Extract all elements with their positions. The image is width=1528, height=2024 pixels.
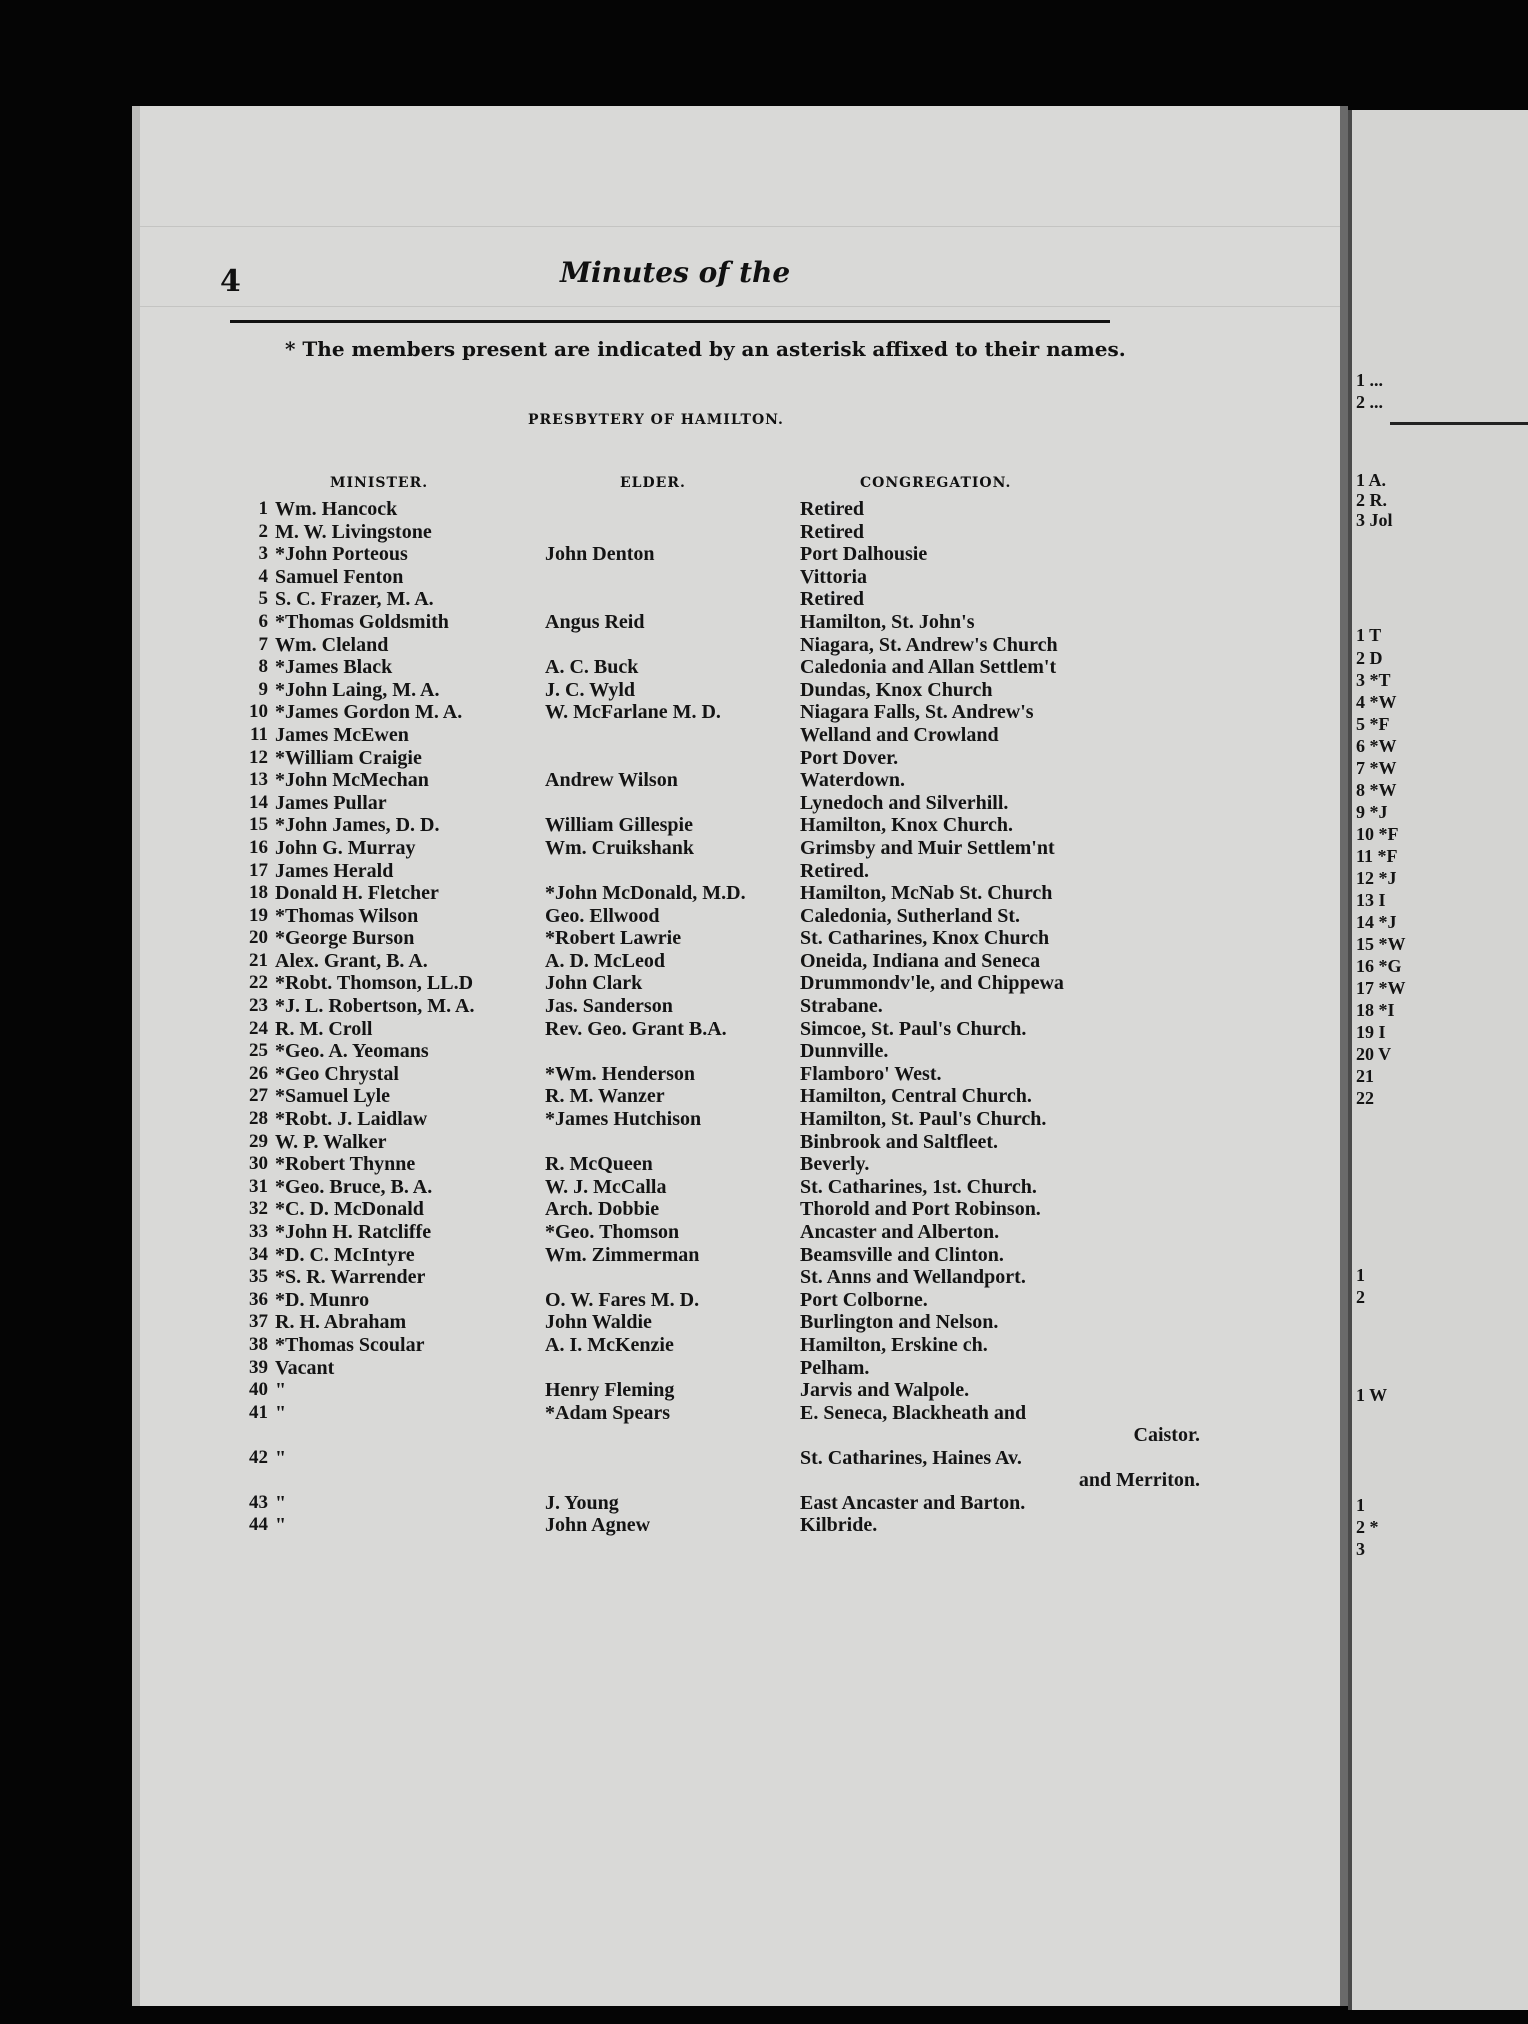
row-number: 31: [249, 1175, 268, 1197]
table-row: [230, 701, 1250, 724]
facing-page-line: 17 *W: [1356, 978, 1406, 998]
minister-name: ": [275, 1446, 287, 1469]
congregation-name: Welland and Crowland: [800, 723, 999, 746]
congregation-name: Waterdown.: [800, 769, 905, 792]
minister-name: *Thomas Wilson: [275, 904, 419, 927]
minister-name: *D. Munro: [275, 1288, 370, 1311]
congregation-name: St. Catharines, Haines Av.: [800, 1446, 1022, 1469]
table-row: [230, 611, 1250, 634]
table-row: [230, 995, 1250, 1018]
congregation-name: Retired: [800, 498, 865, 520]
table-row: [230, 1153, 1250, 1176]
running-head: Minutes of the: [560, 256, 791, 289]
congregation-name: Hamilton, Knox Church.: [800, 814, 1013, 837]
table-row: [230, 1266, 1250, 1289]
row-number: 2: [258, 520, 268, 542]
congregation-name: Thorold and Port Robinson.: [800, 1198, 1041, 1221]
congregation-name: Port Dover.: [800, 746, 899, 769]
table-row: [230, 814, 1250, 837]
elder-name: Wm. Zimmerman: [545, 1243, 700, 1266]
facing-page-line: 15 *W: [1356, 934, 1406, 954]
congregation-name: Hamilton, McNab St. Church: [800, 882, 1053, 905]
facing-page-line: 6 *W: [1356, 736, 1397, 756]
facing-page-line: 7 *W: [1356, 758, 1397, 778]
column-header-congregation: CONGREGATION.: [860, 475, 1012, 491]
elder-name: Geo. Ellwood: [545, 904, 660, 927]
row-number: 41: [249, 1401, 268, 1423]
book-spine: [1340, 106, 1348, 2006]
column-header-minister: MINISTER.: [330, 475, 429, 491]
minister-name: *John James, D. D.: [275, 814, 440, 837]
row-number: 7: [258, 633, 268, 655]
minister-name: *Geo. Bruce, B. A.: [275, 1175, 433, 1198]
congregation-name: St. Anns and Wellandport.: [800, 1266, 1026, 1289]
facing-page-line: 2 ...: [1356, 392, 1383, 412]
elder-name: O. W. Fares M. D.: [545, 1288, 700, 1311]
facing-page-line: 5 *F: [1356, 714, 1390, 734]
row-number: 33: [249, 1221, 268, 1242]
row-number: 43: [249, 1491, 268, 1513]
row-number: 4: [258, 565, 268, 587]
minister-name: *George Burson: [275, 927, 415, 950]
table-row: [230, 1492, 1250, 1515]
congregation-name: Hamilton, Erskine ch.: [800, 1333, 988, 1356]
congregation-name: Drummondv'le, and Chippewa: [800, 972, 1064, 995]
section-title: PRESBYTERY OF HAMILTON.: [528, 412, 784, 428]
congregation-name: Niagara, St. Andrew's Church: [800, 633, 1058, 656]
table-row: [230, 543, 1250, 566]
table-row: [230, 1018, 1250, 1041]
minister-name: ": [275, 1401, 287, 1424]
minister-name: *John McMechan: [275, 769, 429, 792]
facing-page-line: 2 D: [1356, 648, 1383, 668]
elder-name: J. Young: [545, 1491, 619, 1514]
table-row: [230, 566, 1250, 589]
congregation-name: Niagara Falls, St. Andrew's: [800, 701, 1034, 724]
congregation-continuation: and Merriton.: [1078, 1468, 1200, 1491]
minister-name: Vacant: [275, 1356, 335, 1379]
facing-page-line: 1: [1356, 1495, 1365, 1515]
row-number: 44: [249, 1514, 268, 1536]
row-number: 27: [249, 1085, 268, 1107]
minister-name: *John Porteous: [275, 543, 408, 566]
congregation-name: Burlington and Nelson.: [800, 1311, 999, 1334]
table-row: [230, 521, 1250, 544]
row-number: 25: [249, 1040, 268, 1062]
row-number: 26: [249, 1062, 268, 1084]
row-number: 17: [249, 859, 268, 881]
elder-name: *Adam Spears: [545, 1401, 671, 1424]
congregation-name: Retired: [800, 520, 865, 543]
row-number: 12: [249, 746, 268, 768]
facing-page-line: 22: [1356, 1088, 1374, 1108]
facing-page-line: 1 A.: [1356, 470, 1387, 490]
minister-name: Alex. Grant, B. A.: [275, 949, 428, 972]
facing-page-line: 14 *J: [1356, 912, 1397, 932]
table-row: [230, 747, 1250, 770]
row-number: 15: [249, 814, 268, 836]
table-row: [230, 634, 1250, 657]
row-number: 30: [249, 1153, 268, 1175]
elder-name: *James Hutchison: [545, 1108, 702, 1131]
table-row: [230, 769, 1250, 792]
facing-page-line: 21: [1356, 1066, 1374, 1086]
row-number: 10: [249, 701, 268, 723]
congregation-name: Port Dalhousie: [800, 543, 928, 566]
elder-name: John Denton: [545, 543, 655, 566]
minister-name: M. W. Livingstone: [275, 520, 432, 543]
minister-name: Donald H. Fletcher: [275, 882, 439, 905]
row-number: 24: [249, 1017, 268, 1039]
facing-page-line: 12 *J: [1356, 868, 1397, 888]
minister-name: R. H. Abraham: [275, 1311, 407, 1334]
table-row: [230, 1514, 1250, 1537]
facing-page-line: 1: [1356, 1265, 1365, 1285]
minister-name: *James Gordon M. A.: [275, 701, 463, 724]
minister-name: *William Craigie: [275, 746, 422, 769]
congregation-name: Retired.: [800, 859, 870, 882]
table-row: [230, 498, 1250, 521]
congregation-name: Pelham.: [800, 1356, 870, 1379]
minister-name: *Geo. A. Yeomans: [275, 1040, 429, 1063]
row-number: 9: [258, 678, 268, 700]
minister-name: *Geo Chrystal: [275, 1062, 399, 1085]
minister-name: *Robert Thynne: [275, 1153, 416, 1176]
facing-page-line: 8 *W: [1356, 780, 1397, 800]
elder-name: Andrew Wilson: [545, 769, 678, 792]
row-number: 37: [249, 1311, 268, 1333]
minister-name: W. P. Walker: [275, 1130, 387, 1153]
row-number: 39: [249, 1356, 268, 1378]
ruled-line: [140, 306, 1348, 307]
facing-page-line: 3 Jol: [1356, 510, 1393, 530]
congregation-name: Jarvis and Walpole.: [800, 1379, 970, 1402]
row-number: 38: [249, 1333, 268, 1355]
row-number: 22: [249, 972, 268, 994]
table-row: [230, 1221, 1250, 1244]
facing-page-line: 1 ...: [1356, 370, 1383, 390]
table-row: [230, 1176, 1250, 1199]
row-number: 6: [258, 610, 268, 632]
minister-name: *Samuel Lyle: [275, 1085, 391, 1108]
page-number: 4: [220, 264, 241, 299]
elder-name: A. D. McLeod: [545, 949, 665, 972]
facing-page-line: 3 *T: [1356, 670, 1391, 690]
table-row: [230, 792, 1250, 815]
minister-name: *C. D. McDonald: [275, 1198, 424, 1221]
table-row: [230, 1085, 1250, 1108]
minister-name: *Thomas Goldsmith: [275, 610, 449, 633]
row-number: 29: [249, 1130, 268, 1152]
facing-page-line: 2: [1356, 1287, 1365, 1307]
minister-name: James Pullar: [275, 791, 387, 814]
elder-name: J. C. Wyld: [545, 678, 636, 701]
table-row: [230, 1063, 1250, 1086]
row-number: 19: [249, 904, 268, 926]
row-number: 36: [249, 1288, 268, 1310]
elder-name: Arch. Dobbie: [545, 1198, 660, 1221]
attendance-note: * The members present are indicated by an asterisk affixed to their names.: [285, 337, 1126, 361]
table-row: [230, 1244, 1250, 1267]
table-row: [230, 1040, 1250, 1063]
row-number: 5: [258, 588, 268, 610]
elder-name: *Geo. Thomson: [545, 1221, 680, 1243]
table-row: [230, 950, 1250, 973]
row-number: 13: [249, 769, 268, 791]
column-header-elder: ELDER.: [620, 475, 686, 491]
facing-page-line: 10 *F: [1356, 824, 1399, 844]
congregation-name: Caledonia, Sutherland St.: [800, 904, 1021, 927]
congregation-name: Oneida, Indiana and Seneca: [800, 949, 1041, 972]
table-row: [230, 588, 1250, 611]
congregation-name: Port Colborne.: [800, 1288, 928, 1311]
elder-name: Henry Fleming: [545, 1379, 675, 1402]
table-row: [230, 1447, 1250, 1492]
row-number: 32: [249, 1198, 268, 1220]
table-row: [230, 1334, 1250, 1357]
row-number: 3: [258, 543, 268, 565]
elder-name: R. McQueen: [545, 1153, 653, 1176]
table-row: [230, 1198, 1250, 1221]
facing-page-line: 1 T: [1356, 625, 1382, 645]
elder-name: Wm. Cruikshank: [545, 836, 694, 859]
congregation-name: Ancaster and Alberton.: [800, 1221, 1000, 1243]
elder-name: Angus Reid: [545, 610, 645, 633]
table-row: [230, 656, 1250, 679]
facing-page-line: 20 V: [1356, 1044, 1392, 1064]
facing-page-line: 16 *G: [1356, 956, 1402, 976]
elder-name: R. M. Wanzer: [545, 1085, 665, 1108]
minister-name: *Robt. Thomson, LL.D: [275, 972, 474, 995]
table-row: [230, 1108, 1250, 1131]
table-row: [230, 1131, 1250, 1154]
elder-name: John Agnew: [545, 1514, 651, 1537]
facing-page-line: 19 I: [1356, 1022, 1386, 1042]
table-row: [230, 882, 1250, 905]
row-number: 21: [249, 949, 268, 971]
congregation-name: Beamsville and Clinton.: [800, 1243, 1004, 1266]
congregation-name: E. Seneca, Blackheath and: [800, 1401, 1027, 1424]
header-rule: [230, 320, 1110, 323]
minister-name: James Herald: [275, 859, 394, 882]
congregation-name: Strabane.: [800, 995, 883, 1018]
minister-name: Wm. Cleland: [275, 633, 389, 656]
congregation-name: East Ancaster and Barton.: [800, 1491, 1026, 1514]
elder-name: William Gillespie: [545, 814, 693, 837]
minister-name: *D. C. McIntyre: [275, 1243, 415, 1266]
elder-name: John Waldie: [545, 1311, 652, 1334]
table-row: [230, 927, 1250, 950]
congregation-continuation: Caistor.: [1133, 1423, 1200, 1446]
minister-name: ": [275, 1379, 287, 1402]
minister-name: Samuel Fenton: [275, 565, 404, 588]
congregation-name: Grimsby and Muir Settlem'nt: [800, 836, 1055, 859]
congregation-name: Hamilton, St. Paul's Church.: [800, 1108, 1047, 1131]
table-row: [230, 860, 1250, 883]
roll-table: [230, 498, 1250, 1537]
table-row: [230, 724, 1250, 747]
row-number: 42: [249, 1446, 268, 1468]
row-number: 11: [250, 723, 268, 745]
congregation-name: Caledonia and Allan Settlem't: [800, 656, 1057, 679]
elder-name: John Clark: [545, 972, 643, 995]
minister-name: S. C. Frazer, M. A.: [275, 588, 434, 611]
congregation-name: Simcoe, St. Paul's Church.: [800, 1017, 1027, 1040]
facing-page-line: 4 *W: [1356, 692, 1397, 712]
minister-name: *J. L. Robertson, M. A.: [275, 995, 475, 1018]
row-number: 18: [249, 882, 268, 904]
congregation-name: St. Catharines, Knox Church: [800, 927, 1050, 950]
row-number: 34: [249, 1243, 268, 1265]
minister-name: R. M. Croll: [275, 1017, 373, 1040]
facing-page-line: 13 I: [1356, 890, 1386, 910]
congregation-name: Flamboro' West.: [800, 1062, 942, 1085]
minister-name: Wm. Hancock: [275, 498, 398, 520]
minister-name: James McEwen: [275, 723, 409, 746]
minister-name: John G. Murray: [275, 836, 416, 859]
minister-name: *John Laing, M. A.: [275, 678, 440, 701]
table-row: [230, 972, 1250, 995]
facing-page-line: 18 *I: [1356, 1000, 1395, 1020]
table-row: [230, 1357, 1250, 1380]
table-row: [230, 1379, 1250, 1402]
congregation-name: Dunnville.: [800, 1040, 889, 1063]
congregation-name: Retired: [800, 588, 865, 611]
minister-name: *John H. Ratcliffe: [275, 1221, 432, 1243]
table-row: [230, 1311, 1250, 1334]
row-number: 20: [249, 927, 268, 949]
elder-name: *John McDonald, M.D.: [545, 882, 746, 905]
elder-name: W. J. McCalla: [545, 1175, 667, 1198]
minister-name: *Robt. J. Laidlaw: [275, 1108, 428, 1131]
facing-page-line: 11 *F: [1356, 846, 1398, 866]
table-row: [230, 837, 1250, 860]
congregation-name: Vittoria: [800, 565, 868, 588]
congregation-name: Kilbride.: [800, 1514, 878, 1537]
elder-name: *Robert Lawrie: [545, 927, 682, 950]
row-number: 23: [249, 995, 268, 1017]
elder-name: Rev. Geo. Grant B.A.: [545, 1017, 727, 1040]
row-number: 35: [249, 1266, 268, 1288]
minister-name: ": [275, 1514, 287, 1537]
minister-name: *James Black: [275, 656, 393, 679]
congregation-name: Hamilton, Central Church.: [800, 1085, 1032, 1108]
table-row: [230, 1289, 1250, 1312]
congregation-name: St. Catharines, 1st. Church.: [800, 1175, 1037, 1198]
facing-page: [1348, 110, 1528, 2010]
ruled-line: [140, 226, 1348, 227]
row-number: 16: [249, 836, 268, 858]
congregation-name: Dundas, Knox Church: [800, 678, 993, 701]
elder-name: W. McFarlane M. D.: [545, 701, 721, 724]
elder-name: A. C. Buck: [545, 656, 639, 679]
congregation-name: Lynedoch and Silverhill.: [800, 791, 1009, 814]
row-number: 8: [258, 656, 268, 678]
facing-page-line: 2 R.: [1356, 490, 1387, 510]
row-number: 14: [249, 791, 268, 813]
facing-page-rule: [1390, 422, 1528, 425]
elder-name: A. I. McKenzie: [545, 1333, 674, 1356]
elder-name: Jas. Sanderson: [545, 995, 673, 1018]
facing-page-line: 2 *: [1356, 1517, 1379, 1537]
row-number: 28: [249, 1108, 268, 1130]
elder-name: *Wm. Henderson: [545, 1062, 695, 1085]
row-number: 40: [249, 1379, 268, 1401]
minister-name: ": [275, 1491, 287, 1514]
congregation-name: Binbrook and Saltfleet.: [800, 1130, 998, 1153]
facing-page-line: 1 W: [1356, 1385, 1388, 1405]
facing-page-line: 3: [1356, 1539, 1365, 1559]
table-row: [230, 1402, 1250, 1447]
facing-page-line: 9 *J: [1356, 802, 1388, 822]
table-row: [230, 905, 1250, 928]
row-number: 1: [258, 498, 268, 519]
congregation-name: Hamilton, St. John's: [800, 610, 975, 633]
congregation-name: Beverly.: [800, 1153, 870, 1176]
minister-name: *S. R. Warrender: [275, 1266, 426, 1289]
minister-name: *Thomas Scoular: [275, 1333, 425, 1356]
table-row: [230, 679, 1250, 702]
